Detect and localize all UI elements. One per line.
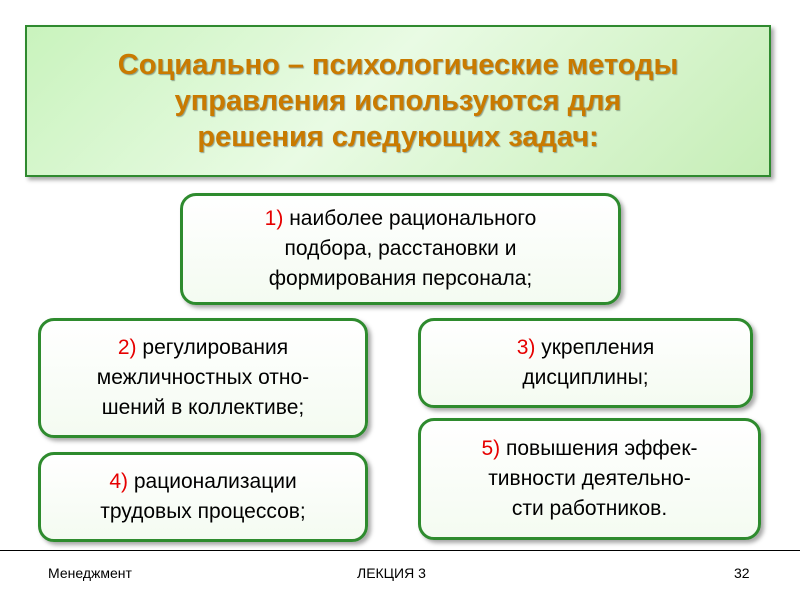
task-box-1 xyxy=(180,193,621,305)
task-number-4: 4) xyxy=(109,470,128,493)
task-box-5 xyxy=(418,418,761,540)
task-label-4: рационализации трудовых процессов; xyxy=(100,470,306,523)
footer-lecture: ЛЕКЦИЯ 3 xyxy=(357,565,426,581)
footer-page-number: 32 xyxy=(734,565,750,581)
task-label-2: регулирования межличностных отно- шений в коллективе; xyxy=(96,336,310,419)
title-banner xyxy=(25,25,771,177)
task-number-2: 2) xyxy=(117,336,137,359)
task-text-2 xyxy=(97,333,309,423)
task-number-1: 1) xyxy=(264,207,284,230)
task-label-1: наиболее рационального подбора, расстановки и формирования персонала; xyxy=(268,207,537,290)
task-number-3: 3) xyxy=(516,336,536,359)
task-text-5 xyxy=(481,434,697,524)
task-text-1 xyxy=(265,204,537,294)
task-box-3 xyxy=(418,318,753,408)
task-text-4 xyxy=(100,467,306,527)
task-text-3 xyxy=(517,333,655,393)
task-box-4 xyxy=(38,452,368,542)
task-label-5: повышения эффек- тивности деятельно- сти работников. xyxy=(488,437,698,520)
footer-divider xyxy=(0,550,800,551)
task-number-5: 5) xyxy=(481,437,501,460)
footer-course: Менеджмент xyxy=(48,565,132,581)
task-label-3: укрепления дисциплины; xyxy=(522,336,655,389)
task-box-2 xyxy=(38,318,368,438)
slide-title: Социально – психологические методы управления используются для решения следующих задач: xyxy=(117,49,679,153)
